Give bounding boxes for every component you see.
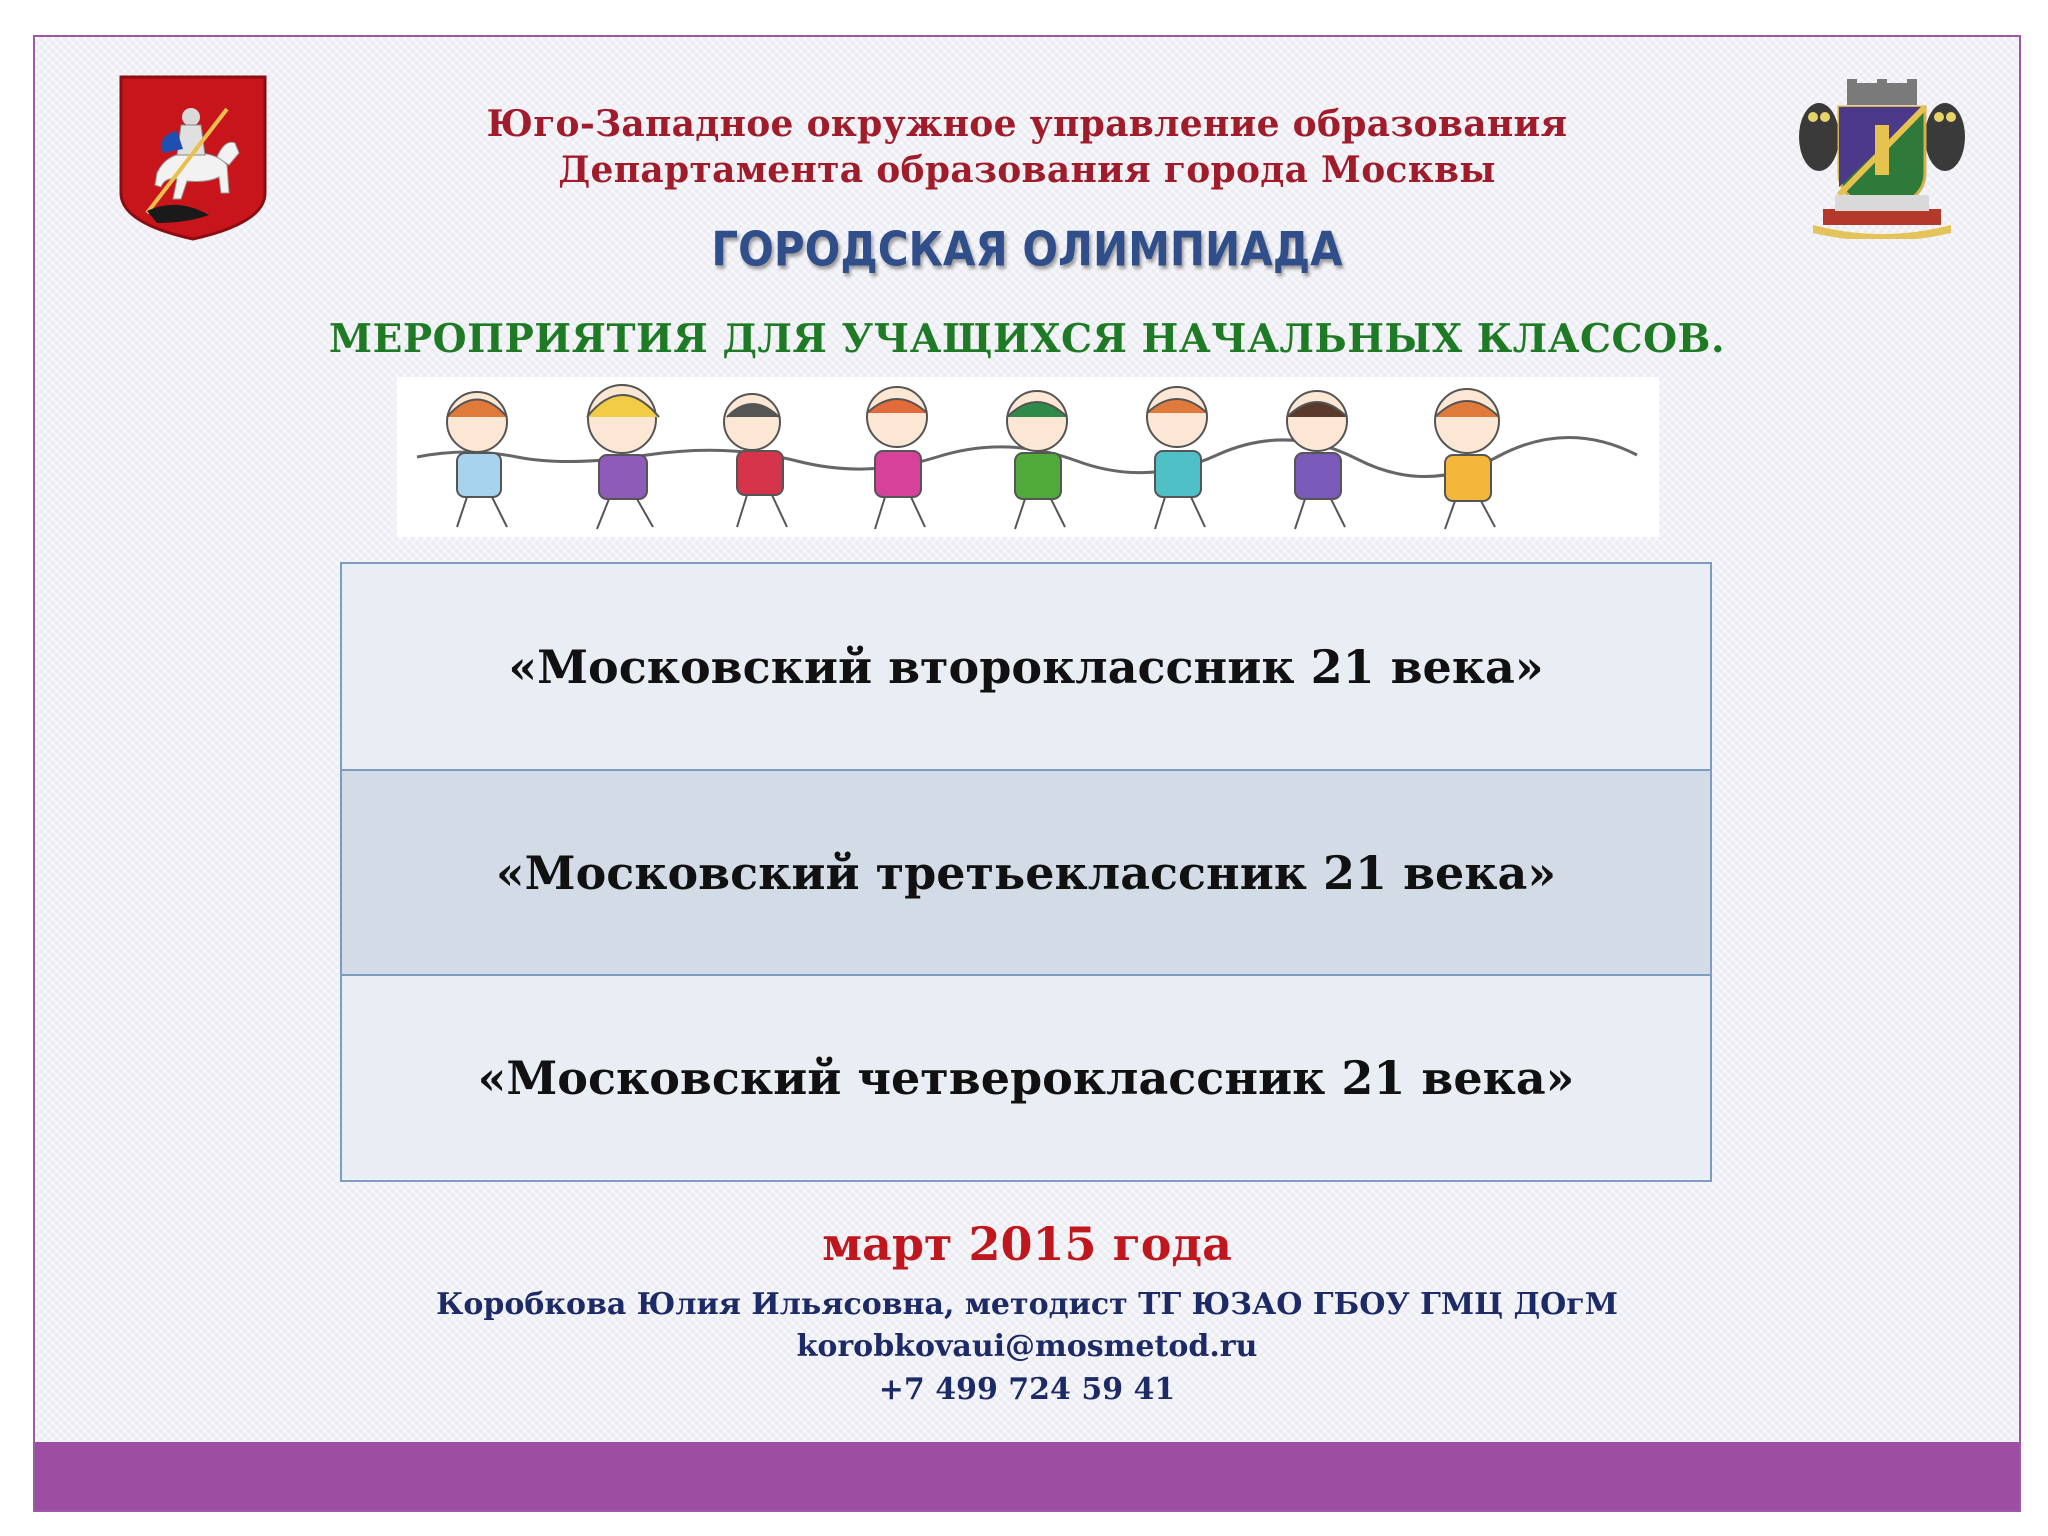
slide: [33, 35, 2021, 1512]
contact-name: Коробкова Юлия Ильясовна, методист ТГ ЮЗАО ГБОУ ГМЦ ДОгМ: [436, 1287, 1618, 1322]
contact-phone: +7 499 724 59 41: [878, 1372, 1176, 1407]
children-holding-hands-illustration: [397, 377, 1659, 537]
competitions-table: [340, 562, 1712, 1182]
competition-row: «Московский третьеклассник 21 века»: [342, 769, 1710, 974]
competition-row: «Московский четвероклассник 21 века»: [342, 974, 1710, 1179]
events-title: МЕРОПРИЯТИЯ ДЛЯ УЧАЩИХСЯ НАЧАЛЬНЫХ КЛАССОВ.: [328, 316, 1726, 362]
header-line-2: Департамента образования города Москвы: [558, 149, 1496, 191]
header-line-1: Юго-Западное окружное управление образования: [486, 103, 1568, 145]
contact-email: korobkovaui@mosmetod.ru: [796, 1329, 1258, 1364]
olympiad-title: ГОРОДСКАЯ ОЛИМПИАДА: [711, 222, 1343, 277]
footer-bar: [35, 1442, 2019, 1510]
event-date: март 2015 года: [822, 1217, 1232, 1271]
competition-row: «Московский второклассник 21 века»: [342, 564, 1710, 769]
